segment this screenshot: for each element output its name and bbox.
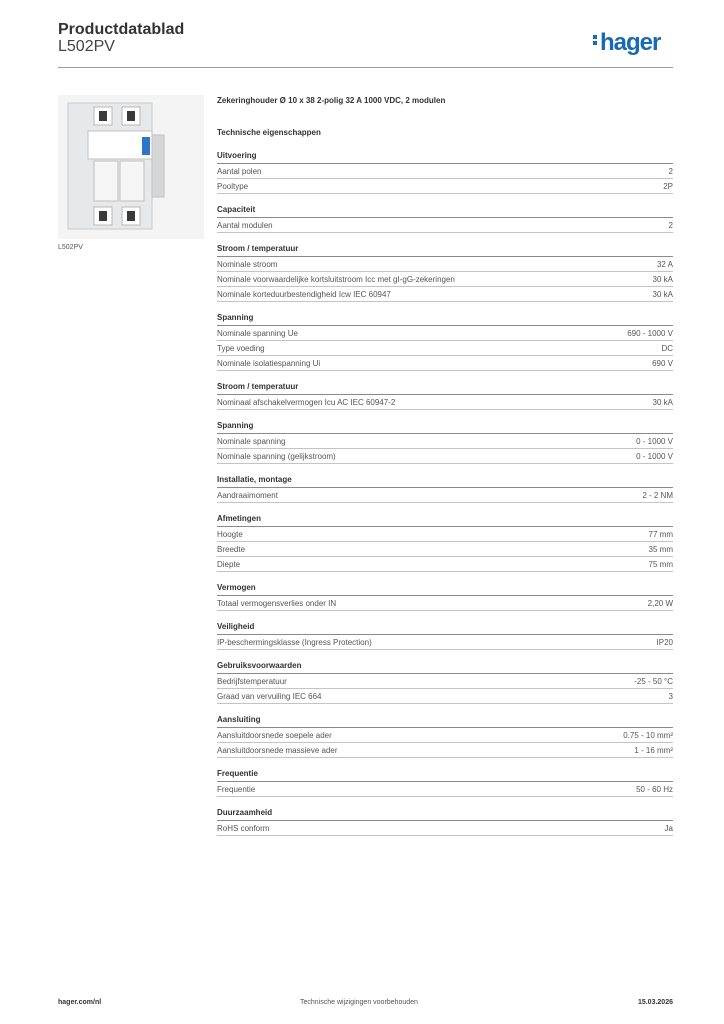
product-description: Zekeringhouder Ø 10 x 38 2-polig 32 A 1000 VDC, 2 modulen (217, 96, 446, 105)
spec-label: Totaal vermogensverlies onder IN (217, 599, 337, 608)
spec-group (217, 204, 673, 233)
spec-label: Aandraaimoment (217, 491, 278, 500)
spec-value: 690 V (652, 359, 673, 368)
spec-row (217, 488, 673, 503)
hager-logo (593, 29, 660, 57)
spec-value: 35 mm (648, 545, 673, 554)
spec-row (217, 821, 673, 836)
spec-value: 75 mm (648, 560, 673, 569)
spec-content (217, 96, 673, 846)
spec-label: Nominaal afschakelvermogen Icu AC IEC 60947-2 (217, 398, 396, 407)
image-caption: L502PV (58, 244, 83, 251)
logo-text: hager (600, 29, 661, 56)
spec-value: DC (661, 344, 673, 353)
product-code: L502PV (58, 38, 115, 55)
spec-value: 50 - 60 Hz (636, 785, 673, 794)
spec-label: Aansluitdoorsnede soepele ader (217, 731, 332, 740)
spec-value: 2 (668, 167, 673, 176)
header-divider (58, 67, 673, 68)
spec-value: 77 mm (648, 530, 673, 539)
spec-group-title: Frequentie (217, 768, 673, 782)
spec-row (217, 782, 673, 797)
spec-group (217, 150, 673, 194)
spec-label: RoHS conform (217, 824, 270, 833)
spec-group-title: Spanning (217, 312, 673, 326)
spec-value: -25 - 50 °C (634, 677, 673, 686)
spec-value: 2,20 W (647, 599, 673, 608)
spec-label: Aansluitdoorsnede massieve ader (217, 746, 338, 755)
spec-value: 30 kA (652, 290, 673, 299)
spec-group (217, 474, 673, 503)
logo-dots-icon (593, 33, 598, 47)
spec-value: 2P (663, 182, 673, 191)
spec-value: 2 - 2 NM (642, 491, 673, 500)
spec-value: 32 A (656, 260, 673, 269)
spec-row (217, 635, 673, 650)
spec-label: Nominale korteduurbestendigheid Icw IEC 60947 (217, 290, 391, 299)
spec-label: Bedrijfstemperatuur (217, 677, 287, 686)
spec-row (217, 179, 673, 194)
spec-label: Type voeding (217, 344, 265, 353)
spec-groups (217, 150, 673, 836)
footer-date: 15.03.2026 (637, 999, 673, 1006)
spec-value: 0.75 - 10 mm² (623, 731, 673, 740)
spec-group-title: Afmetingen (217, 513, 673, 527)
spec-value: 2 (668, 221, 673, 230)
spec-label: Aantal polen (217, 167, 262, 176)
spec-group (217, 243, 673, 302)
spec-row (217, 272, 673, 287)
spec-group-title: Gebruiksvoorwaarden (217, 660, 673, 674)
spec-group-title: Vermogen (217, 582, 673, 596)
spec-label: Aantal modulen (217, 221, 273, 230)
spec-group (217, 582, 673, 611)
spec-label: Breedte (217, 545, 246, 554)
spec-group-title: Stroom / temperatuur (217, 381, 673, 395)
spec-row (217, 218, 673, 233)
spec-label: Diepte (217, 560, 241, 569)
spec-group (217, 513, 673, 572)
spec-group (217, 420, 673, 464)
spec-group-title: Uitvoering (217, 150, 673, 164)
spec-group (217, 660, 673, 704)
spec-row (217, 527, 673, 542)
spec-group (217, 312, 673, 371)
spec-group-title: Spanning (217, 420, 673, 434)
spec-value: 1 - 16 mm² (634, 746, 673, 755)
spec-group-title: Aansluiting (217, 714, 673, 728)
spec-label: Nominale spanning (217, 437, 286, 446)
spec-group-title: Installatie, montage (217, 474, 673, 488)
spec-row (217, 674, 673, 689)
spec-label: Nominale spanning Ue (217, 329, 298, 338)
spec-row (217, 164, 673, 179)
spec-label: Hoogte (217, 530, 243, 539)
spec-row (217, 743, 673, 758)
spec-row (217, 395, 673, 410)
spec-value: IP20 (656, 638, 673, 647)
footer-disclaimer: Technische wijzigingen voorbehouden (300, 999, 418, 1006)
spec-row (217, 341, 673, 356)
spec-group (217, 714, 673, 758)
spec-row (217, 257, 673, 272)
spec-row (217, 596, 673, 611)
spec-row (217, 542, 673, 557)
footer-website[interactable]: hager.com/nl (58, 999, 102, 1006)
section-heading: Technische eigenschappen (217, 128, 321, 137)
spec-row (217, 689, 673, 704)
spec-label: IP-beschermingsklasse (Ingress Protection) (217, 638, 372, 647)
spec-group-title: Duurzaamheid (217, 807, 673, 821)
spec-label: Nominale isolatiespanning Ui (217, 359, 321, 368)
spec-group-title: Veiligheid (217, 621, 673, 635)
spec-label: Graad van vervuiling IEC 664 (217, 692, 322, 701)
spec-label: Nominale voorwaardelijke kortsluitstroom Icc met gI-gG-zekeringen (217, 275, 455, 284)
spec-value: 690 - 1000 V (627, 329, 673, 338)
fuse-holder-image (58, 95, 204, 239)
spec-group (217, 768, 673, 797)
spec-label: Nominale spanning (gelijkstroom) (217, 452, 336, 461)
spec-row (217, 326, 673, 341)
spec-group (217, 621, 673, 650)
spec-label: Frequentie (217, 785, 256, 794)
spec-row (217, 557, 673, 572)
spec-label: Pooltype (217, 182, 249, 191)
spec-group-title: Stroom / temperatuur (217, 243, 673, 257)
spec-row (217, 356, 673, 371)
page-title: Productdatablad (58, 21, 185, 38)
spec-value: Ja (664, 824, 673, 833)
spec-label: Nominale stroom (217, 260, 278, 269)
spec-value: 30 kA (652, 275, 673, 284)
spec-group (217, 381, 673, 410)
spec-value: 0 - 1000 V (636, 452, 673, 461)
spec-row (217, 287, 673, 302)
spec-group-title: Capaciteit (217, 204, 673, 218)
spec-value: 30 kA (652, 398, 673, 407)
spec-group (217, 807, 673, 836)
spec-value: 3 (668, 692, 673, 701)
spec-row (217, 449, 673, 464)
spec-row (217, 434, 673, 449)
spec-row (217, 728, 673, 743)
spec-value: 0 - 1000 V (636, 437, 673, 446)
